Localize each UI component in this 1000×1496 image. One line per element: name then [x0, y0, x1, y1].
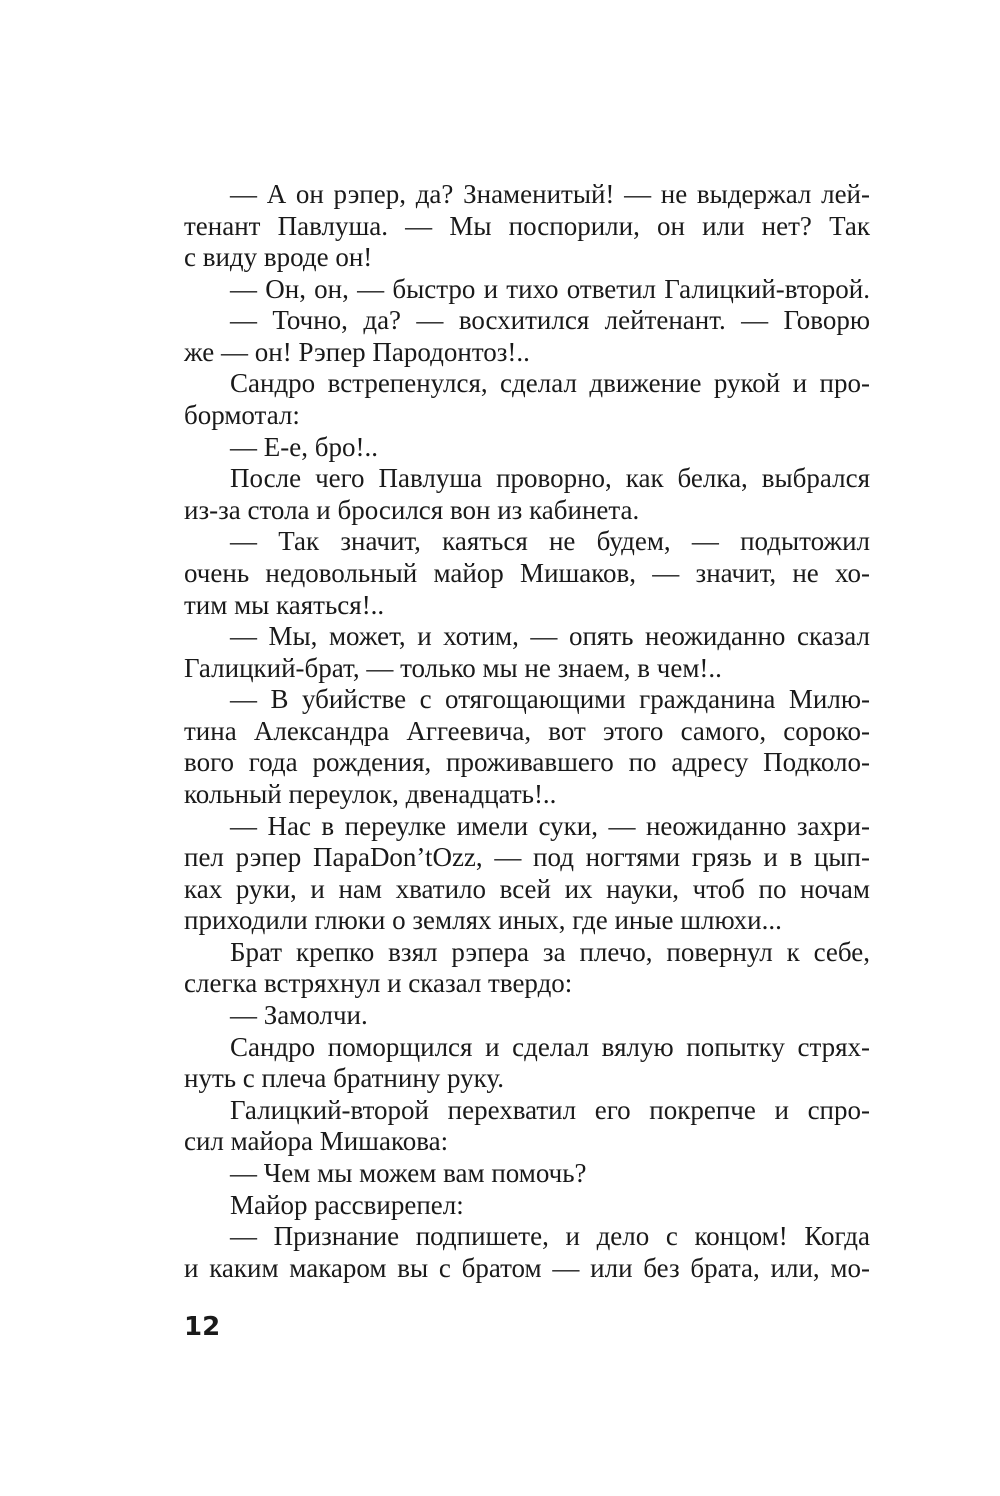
text-line: — В убийстве с отягощающими гражданина Милю- [230, 684, 870, 715]
text-line: с виду вроде он! [184, 242, 373, 273]
text-line: и каким макаром вы с братом — или без брата, или, мо- [184, 1252, 870, 1283]
body-text [184, 179, 870, 1284]
text-line: — Мы, может, и хотим, — опять неожиданно сказал [230, 621, 870, 652]
text-line: — Е-е, бро!.. [230, 431, 378, 462]
text-line: вого года рождения, проживавшего по адресу Подколо- [184, 747, 870, 778]
text-line: — Нас в переулке имели суки, — неожиданно захри- [230, 810, 870, 841]
text-line: нуть с плеча братнину руку. [184, 1063, 504, 1094]
text-line: Сандро встрепенулся, сделал движение рукой и про- [230, 368, 870, 399]
text-line: тенант Павлуша. — Мы поспорили, он или нет? Так [184, 210, 870, 241]
text-line: — А он рэпер, да? Знаменитый! — не выдержал лей- [230, 179, 870, 209]
text-line: Галицкий-второй перехватил его покрепче и спро- [230, 1094, 870, 1125]
text-line: из-за стола и бросился вон из кабинета. [184, 494, 640, 525]
text-line: ках руки, и нам хватило всей их науки, чтоб по ночам [184, 873, 870, 904]
text-line: — Замолчи. [230, 1000, 368, 1031]
text-line: слегка встряхнул и сказал твердо: [184, 968, 573, 999]
text-line: очень недовольный майор Мишаков, — значит, не хо- [184, 557, 870, 588]
text-line: Сандро поморщился и сделал вялую попытку стрях- [230, 1031, 870, 1062]
text-line: сил майора Мишакова: [184, 1126, 449, 1157]
text-line: приходили глюки о землях иных, где иные шлюхи... [184, 905, 782, 936]
text-line: — Так значит, каяться не будем, — подытожил [230, 526, 870, 557]
text-line: — Точно, да? — восхитился лейтенант. — Говорю [230, 305, 870, 336]
text-line: Брат крепко взял рэпера за плечо, повернул к себе, [230, 936, 870, 967]
text-line: бормотал: [184, 400, 300, 431]
text-line: тим мы каяться!.. [184, 589, 385, 620]
text-line: После чего Павлуша проворно, как белка, выбрался [230, 463, 870, 494]
text-line: пел рэпер ПараDon’tOzz, — под ногтями грязь и в цып- [184, 842, 870, 873]
text-line: — Признание подпишете, и дело с концом! Когда [230, 1221, 870, 1252]
text-line: тина Александра Аггеевича, вот этого самого, сороко- [184, 715, 870, 746]
text-line: — Он, он, — быстро и тихо ответил Галицкий-второй. [230, 273, 870, 304]
text-line: Майор рассвирепел: [230, 1189, 464, 1220]
text-line: кольный переулок, двенадцать!.. [184, 778, 557, 809]
page-number: 12 [184, 1312, 221, 1342]
text-line: Галицкий-брат, — только мы не знаем, в чем!.. [184, 652, 722, 683]
text-line: — Чем мы можем вам помочь? [230, 1157, 587, 1188]
text-line: же — он! Рэпер Пародонтоз!.. [184, 336, 530, 367]
